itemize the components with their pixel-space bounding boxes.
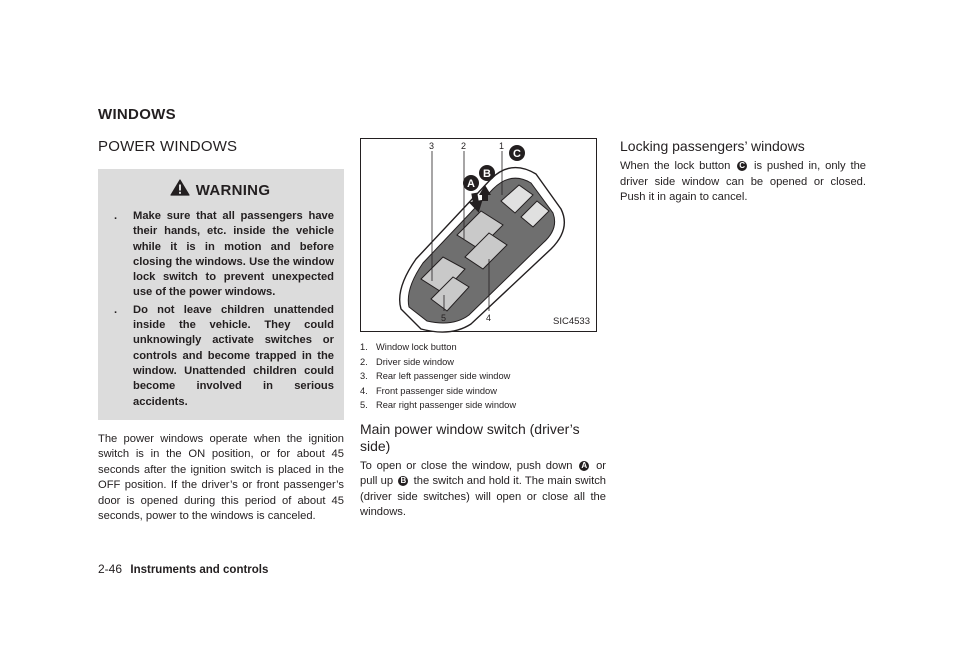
power-windows-heading: POWER WINDOWS (98, 138, 238, 155)
callout-1: 1 (499, 141, 505, 151)
main-switch-heading: Main power window switch (driver’s side) (360, 420, 580, 454)
warning-header (106, 179, 334, 201)
column-left (98, 138, 344, 525)
figure-legend (360, 340, 606, 413)
main-switch-paragraph: To open or close the window, push down A or pull up B the switch and hold it. The main switch (driver side switches) will open or close all the windows. (360, 459, 607, 519)
legend-item: 2. Driver side window (360, 356, 455, 367)
callout-2: 2 (461, 141, 467, 151)
column-right (620, 138, 866, 206)
section-title: WINDOWS (98, 106, 176, 123)
warning-item-text: Do not leave children unattended inside the vehicle. They could unknowingly activate switches or controls and become trapped in the window. Unattended children could become involved in serious accidents. (133, 303, 334, 408)
legend-item: 5. Rear right passenger side window (360, 400, 517, 411)
power-windows-paragraph: The power windows operate when the ignition switch is in the ON position, or for about 45 seconds after the ignition switch is placed in the OFF position. If the driver’s or front passenger’s door is opened during this period of about 45 seconds, power to the windows is canceled. (98, 432, 344, 523)
bullet: . (114, 210, 118, 222)
page-number: 2-46 (98, 562, 123, 576)
locking-windows-heading: Locking passengers’ windows (620, 138, 805, 154)
callout-3: 3 (429, 141, 435, 151)
letter-b-badge: B (398, 476, 408, 486)
warning-item (106, 303, 334, 410)
legend-item: 3. Rear left passenger side window (360, 371, 511, 382)
window-switch-figure (360, 138, 597, 332)
callout-5: 5 (441, 313, 447, 323)
warning-title: WARNING (195, 181, 271, 199)
legend-item: 4. Front passenger side window (360, 385, 497, 396)
bullet: . (114, 303, 118, 316)
figure-letter-c: C (513, 148, 521, 160)
figure-letter-b: B (483, 168, 491, 180)
warning-box (98, 169, 344, 420)
warning-triangle-icon (170, 179, 190, 201)
letter-a-badge: A (579, 461, 589, 471)
warning-item-text: Make sure that all passengers have their hands, etc. inside the vehicle while it is in motion and before closing the windows. Use the window lock switch to prevent unexpected use of the power windows. (133, 210, 334, 299)
figure-letter-a: A (467, 178, 475, 190)
locking-windows-paragraph: When the lock button C is pushed in, only the driver side window can be opened or closed. Push it in again to cancel. (620, 160, 867, 203)
page-footer (98, 562, 268, 576)
letter-c-badge: C (737, 161, 747, 171)
callout-4: 4 (486, 313, 492, 323)
column-middle (360, 138, 606, 521)
legend-item: 1. Window lock button (360, 342, 457, 352)
figure-id: SIC4533 (553, 316, 590, 327)
window-switch-illustration (361, 139, 598, 333)
warning-item (106, 209, 334, 301)
footer-section-title: Instruments and controls (130, 564, 269, 576)
warning-list (106, 209, 334, 410)
